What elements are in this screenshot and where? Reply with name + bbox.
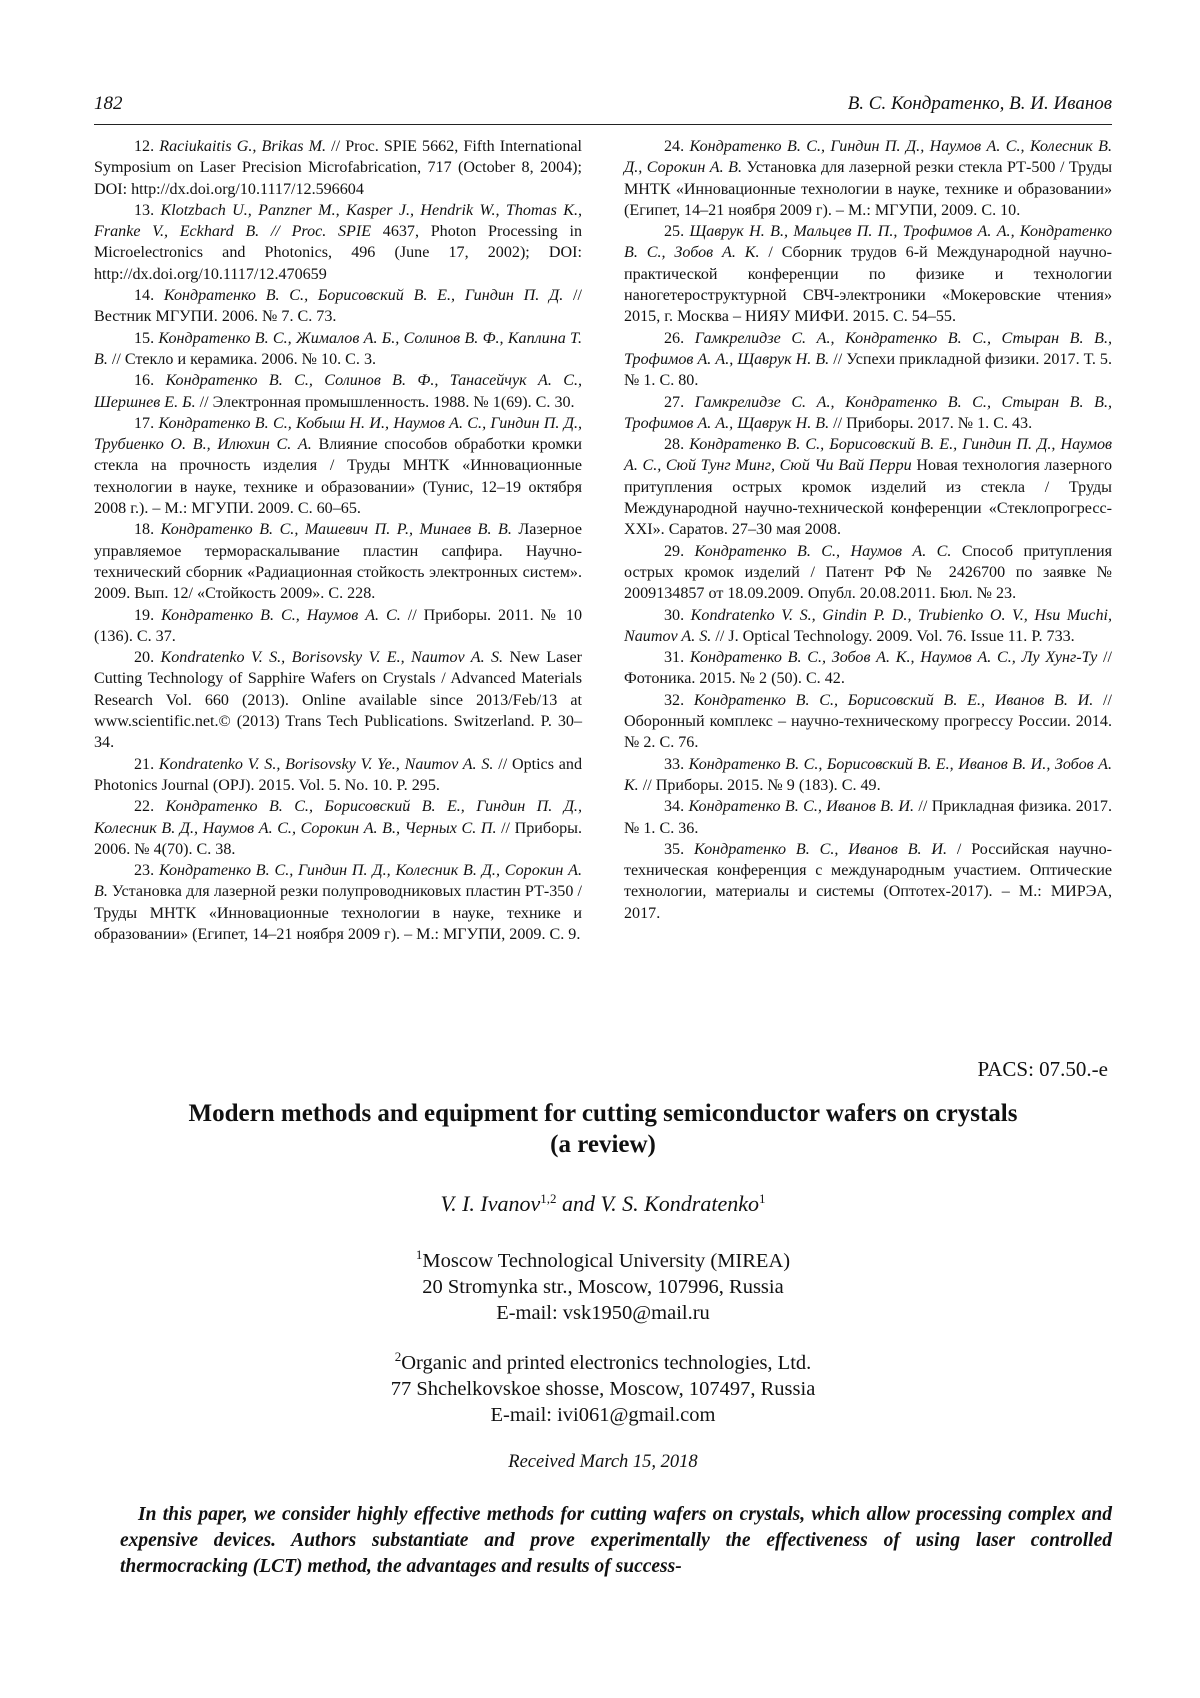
reference-authors: Кондратенко В. С., Зобов А. К., Наумов А. С., Лу Хунг-Ту bbox=[689, 649, 1098, 667]
reference-text: // Приборы. 2015. № 9 (183). С. 49. bbox=[638, 776, 881, 794]
reference-authors: Гамкрелидзе С. А., Кондратенко В. С., Стыран В. В., Трофимов А. А., Щаврук Н. В. bbox=[624, 329, 1112, 368]
reference-text: // Proc. SPIE 5662, Fifth International Symposium on Laser Precision Microfabrication, 717 (October 8, 2004); DOI: http://dx.doi.org/10.1117/12.596604 bbox=[94, 138, 582, 198]
reference-text: Влияние способов обработки кромки стекла на прочность изделия / Труды МНТК «Инновационные технологии в науке, технике и образовании» (Тунис, 12–19 октября 2008 г.). – М.: МГУПИ. 2009. С. 60–65. bbox=[94, 436, 583, 518]
reference-authors: Кондратенко В. С., Гиндин П. Д., Колесник В. Д., Сорокин А. В. bbox=[94, 862, 582, 901]
reference-item bbox=[94, 519, 582, 604]
affiliation-name: Organic and printed electronics technologies, Ltd. bbox=[401, 1352, 812, 1374]
reference-number: 28. bbox=[664, 436, 685, 454]
reference-item bbox=[94, 796, 582, 860]
reference-text: Способ притупления острых кромок изделий / Патент РФ № 2426700 по заявке № 2009134857 от 18.09.2009. Опубл. 20.08.2011. Бюл. № 23. bbox=[624, 542, 1112, 603]
affiliation-mark: 1 bbox=[415, 1247, 423, 1262]
reference-number: 24. bbox=[664, 138, 685, 155]
reference-item bbox=[624, 434, 1112, 540]
reference-item bbox=[94, 200, 582, 285]
references-right-column bbox=[624, 136, 1112, 924]
reference-number: 27. bbox=[664, 393, 685, 411]
reference-item bbox=[94, 136, 582, 200]
author-affiliation-mark: 1,2 bbox=[540, 1191, 557, 1206]
reference-text: / Сборник трудов 6-й Международной научно-практической конференции по физике и технологии наногетероструктурной СВЧ-электроники «Мокеровские чтения» 2015, г. Москва – НИЯУ МИФИ. 2015. С. 54–55. bbox=[624, 244, 1113, 326]
reference-number: 25. bbox=[664, 223, 685, 241]
reference-item bbox=[624, 647, 1112, 690]
reference-authors: Klotzbach U., Panzner M., Kasper J., Hendrik W., Thomas K., Franke V., Eckhard B. // Proc. SPIE bbox=[94, 201, 582, 241]
reference-authors: Kondratenko V. S., Gindin P. D., Trubienko O. V., Hsu Muchi, Naumov A. S. bbox=[624, 606, 1112, 645]
affiliation-email[interactable]: E-mail: vsk1950@mail.ru bbox=[496, 1302, 710, 1324]
reference-number: 20. bbox=[134, 649, 155, 667]
reference-authors: Кондратенко В. С., Борисовский В. Е., Гиндин П. Д., Колесник В. Д., Наумов А. С., Сорокин А. В., Черных С. П. bbox=[94, 798, 582, 837]
reference-authors: Кондратенко В. С., Жималов А. Б., Солинов В. Ф., Каплина Т. В. bbox=[94, 329, 582, 368]
reference-text: // Оборонный комплекс – научно-техническому прогрессу России. 2014. № 2. С. 76. bbox=[624, 691, 1112, 752]
reference-number: 35. bbox=[664, 840, 685, 858]
author-affiliation-mark: 1 bbox=[759, 1191, 766, 1206]
reference-item bbox=[624, 328, 1112, 392]
reference-text: // Фотоника. 2015. № 2 (50). С. 42. bbox=[624, 649, 1113, 688]
reference-authors: Щаврук Н. В., Мальцев П. П., Трофимов А. А., Кондратенко В. С., Зобов А. К. bbox=[624, 223, 1112, 262]
reference-authors: Кондратенко В. С., Борисовский В. Е., Иванов В. И., Зобов А. К. bbox=[624, 755, 1112, 794]
reference-number: 13. bbox=[134, 201, 155, 219]
reference-item bbox=[94, 647, 582, 753]
reference-item bbox=[624, 839, 1112, 924]
reference-text: // Приборы. 2011. № 10 (136). С. 37. bbox=[94, 606, 582, 645]
reference-authors: Кондратенко В. С., Иванов В. И. bbox=[694, 840, 948, 858]
reference-authors: Кондратенко В. С., Борисовский В. Е., Иванов В. И. bbox=[693, 691, 1094, 709]
affiliation-name: Moscow Technological University (MIREA) bbox=[422, 1250, 791, 1272]
author-name: and V. S. Kondratenko bbox=[556, 1191, 760, 1216]
reference-number: 21. bbox=[134, 755, 155, 773]
reference-number: 29. bbox=[664, 542, 685, 560]
reference-authors: Гамкрелидзе С. А., Кондратенко В. С., Стыран В. В., Трофимов А. А., Щаврук Н. В. bbox=[624, 393, 1112, 432]
reference-number: 33. bbox=[664, 755, 685, 773]
reference-authors: Кондратенко В. С., Борисовский В. Е., Гиндин П. Д. bbox=[163, 287, 564, 305]
abstract: In this paper, we consider highly effective methods for cutting wafers on crystals, which allow processing complex and expensive devices. Authors substantiate and prove experimentally the effectiveness of using laser controlled thermocracking (LCT) method, the advantages and results of success- bbox=[120, 1504, 1112, 1577]
reference-number: 34. bbox=[664, 798, 685, 816]
reference-authors: Кондратенко В. С., Иванов В. И. bbox=[688, 798, 915, 816]
reference-item bbox=[624, 690, 1112, 754]
reference-item bbox=[624, 541, 1112, 605]
reference-text: // Вестник МГУПИ. 2006. № 7. С. 73. bbox=[94, 287, 582, 326]
reference-authors: Кондратенко В. С., Борисовский В. Е., Гиндин П. Д., Наумов А. С., Сюй Тунг Минг, Сюй Чи Вай Перри bbox=[624, 436, 1113, 475]
reference-number: 14. bbox=[134, 287, 155, 305]
reference-text: Установка для лазерной резки стекла РТ-500 / Труды МНТК «Инновационные технологии в науке, технике и образовании» (Египет, 14–21 ноября 2009 г). – М.: МГУПИ, 2009. С. 10. bbox=[624, 159, 1113, 219]
reference-number: 32. bbox=[664, 691, 685, 709]
reference-item bbox=[624, 796, 1112, 839]
reference-number: 18. bbox=[134, 521, 155, 539]
reference-text: // Электронная промышленность. 1988. № 1(69). С. 30. bbox=[195, 393, 575, 411]
header-authors: В. С. Кондратенко, В. И. Иванов bbox=[847, 93, 1112, 114]
reference-item bbox=[94, 285, 582, 328]
reference-text: // Успехи прикладной физики. 2017. Т. 5. № 1. С. 80. bbox=[624, 350, 1113, 390]
reference-authors: Кондратенко В. С., Наумов А. С. bbox=[161, 606, 401, 624]
reference-authors: Кондратенко В. С., Гиндин П. Д., Наумов А. С., Колесник В. Д., Сорокин А. В. bbox=[624, 138, 1112, 177]
reference-text: / Российская научно-техническая конференция с международным участием. Оптические технологии, материалы и системы (Оптотех-2017). – М.: МИРЭА, 2017. bbox=[624, 840, 1112, 922]
reference-text: // Приборы. 2006. № 4(70). С. 38. bbox=[94, 819, 582, 858]
references-left-column bbox=[94, 136, 582, 945]
reference-item bbox=[624, 392, 1112, 435]
reference-item bbox=[624, 221, 1112, 327]
reference-number: 30. bbox=[664, 606, 685, 624]
reference-number: 26. bbox=[664, 329, 685, 347]
affiliation-address: 20 Stromynka str., Moscow, 107996, Russia bbox=[422, 1276, 784, 1298]
reference-text: // Прикладная физика. 2017. № 1. С. 36. bbox=[624, 798, 1112, 837]
reference-text: Установка для лазерной резки полупроводниковых пластин РТ-350 / Труды МНТК «Инновационные технологии в науке, технике и образовании» (Египет, 14–21 ноября 2009 г). – М.: МГУПИ, 2009. С. 9. bbox=[94, 883, 582, 943]
affiliation-2 bbox=[94, 1350, 1112, 1428]
reference-item bbox=[94, 328, 582, 371]
affiliation-email[interactable]: E-mail: ivi061@gmail.com bbox=[490, 1404, 716, 1426]
reference-number: 31. bbox=[664, 649, 685, 667]
page-number: 182 bbox=[94, 93, 123, 114]
reference-number: 22. bbox=[134, 798, 155, 816]
reference-text: // J. Optical Technology. 2009. Vol. 76. Issue 11. P. 733. bbox=[711, 627, 1075, 645]
title-line: Modern methods and equipment for cutting semiconductor wafers on crystals bbox=[188, 1100, 1018, 1127]
reference-authors: Raciukaitis G., Brikas M. bbox=[159, 138, 327, 155]
reference-item bbox=[94, 370, 582, 413]
paper-authors bbox=[94, 1191, 1112, 1217]
reference-item bbox=[624, 754, 1112, 797]
title-line: (a review) bbox=[550, 1131, 656, 1158]
author-name: V. I. Ivanov bbox=[440, 1191, 541, 1216]
reference-item bbox=[94, 754, 582, 797]
reference-text: New Laser Cutting Technology of Sapphire Wafers on Crystals / Advanced Materials Research Vol. 660 (2013). Online available since 2013/Feb/13 at www.scientific.net.© (2013) Trans Tech Publications. Switzerland. P. 30–34. bbox=[94, 649, 582, 752]
reference-number: 12. bbox=[134, 138, 155, 155]
reference-number: 15. bbox=[134, 329, 155, 347]
reference-text: Новая технология лазерного притупления острых кромок изделий из стекла / Труды Международной научно-технической конференции «Стеклопрогресс-XXI». Саратов. 27–30 мая 2008. bbox=[624, 457, 1113, 539]
reference-item bbox=[94, 605, 582, 648]
reference-number: 19. bbox=[134, 606, 155, 624]
running-header bbox=[94, 90, 1112, 125]
reference-authors: Кондратенко В. С., Наумов А. С. bbox=[694, 542, 952, 560]
affiliation-address: 77 Shchelkovskoe shosse, Moscow, 107497, Russia bbox=[390, 1378, 816, 1400]
affiliation-1 bbox=[94, 1248, 1112, 1326]
reference-item bbox=[624, 136, 1112, 221]
pacs-code: PACS: 07.50.-e bbox=[977, 1057, 1108, 1081]
reference-text: Лазерное управляемое термораскалывание пластин сапфира. Научно-технический сборник «Радиационная стойкость электронных систем». 2009. Вып. 12/ «Стойкость 2009». С. 228. bbox=[94, 521, 582, 603]
reference-authors: Кондратенко В. С., Машевич П. Р., Минаев В. В. bbox=[160, 521, 512, 539]
received-date: Received March 15, 2018 bbox=[508, 1452, 698, 1472]
reference-text: // Стекло и керамика. 2006. № 10. С. 3. bbox=[107, 350, 377, 368]
affiliation-mark: 2 bbox=[394, 1349, 402, 1364]
reference-text: // Optics and Photonics Journal (OPJ). 2015. Vol. 5. No. 10. P. 295. bbox=[94, 755, 582, 794]
reference-number: 23. bbox=[134, 862, 155, 880]
reference-item bbox=[624, 605, 1112, 648]
reference-text: 4637, Photon Processing in Microelectronics and Photonics, 496 (June 17, 2002); DOI: http://dx.doi.org/10.1117/12.470659 bbox=[94, 223, 582, 283]
paper-title bbox=[94, 1098, 1112, 1160]
reference-number: 16. bbox=[134, 372, 155, 390]
reference-authors: Кондратенко В. С., Кобыш Н. И., Наумов А. С., Гиндин П. Д., Трубиенко О. В., Илюхин С. А. bbox=[94, 414, 582, 454]
reference-text: // Приборы. 2017. № 1. С. 43. bbox=[829, 414, 1033, 432]
reference-item bbox=[94, 413, 582, 519]
reference-authors: Kondratenko V. S., Borisovsky V. E., Naumov A. S. bbox=[160, 649, 504, 667]
reference-authors: Кондратенко В. С., Солинов В. Ф., Танасейчук А. С., Шершнев Е. Б. bbox=[94, 372, 582, 411]
reference-item bbox=[94, 860, 582, 945]
reference-authors: Kondratenko V. S., Borisovsky V. Ye., Naumov A. S. bbox=[158, 755, 494, 773]
reference-number: 17. bbox=[134, 414, 155, 432]
